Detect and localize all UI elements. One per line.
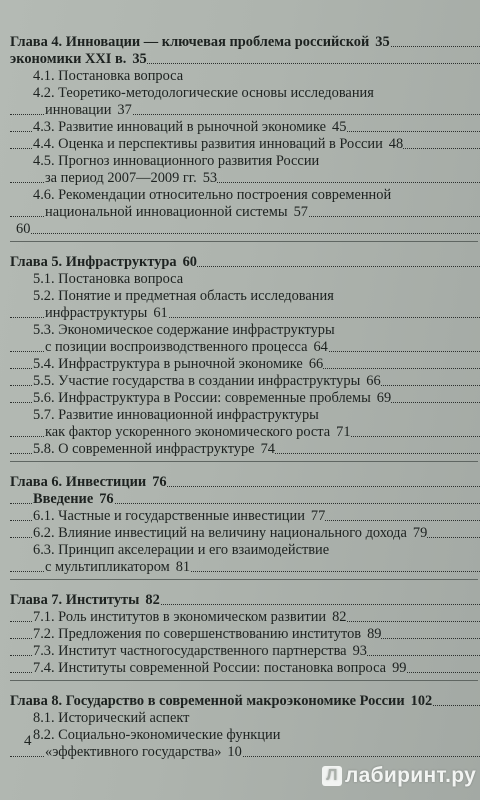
toc-entry-text: 4.3. Развитие инноваций в рыночной экономике	[33, 119, 329, 135]
chapter-divider	[10, 579, 478, 580]
toc-chapter	[10, 474, 480, 580]
toc-entry-text: 5.5. Участие государства в создании инфраструктуры	[33, 373, 363, 389]
labirint-logo-icon: Л	[322, 766, 342, 786]
toc-page-number: 10	[224, 744, 241, 760]
section-line	[10, 356, 480, 373]
toc-chapter	[10, 254, 480, 462]
section-line	[10, 491, 480, 508]
section-line	[10, 407, 480, 424]
toc-page-number: 76	[96, 491, 113, 507]
section-line	[10, 204, 480, 221]
chapter-divider	[10, 461, 478, 462]
toc-page-number: 35	[372, 34, 389, 50]
section-line	[10, 339, 480, 356]
toc-entry-text: инновации	[45, 102, 114, 118]
toc-entry-text: 7.4. Институты современной России: постановка вопроса	[33, 660, 389, 676]
toc-page-number: 76	[149, 474, 166, 490]
toc-chapter	[10, 34, 480, 242]
section-line	[10, 525, 480, 542]
section-line	[10, 727, 480, 744]
toc-entry-text: Глава 8. Государство в современной макроэкономике России	[10, 693, 408, 709]
section-line	[10, 170, 480, 187]
section-line	[10, 305, 480, 322]
toc-entry-text: 5.6. Инфраструктура в России: современные проблемы	[33, 390, 374, 406]
chapter-title-line	[10, 474, 480, 491]
toc-entry-text: 7.1. Роль институтов в экономическом развитии	[33, 609, 329, 625]
toc-chapter	[10, 693, 480, 761]
toc-page-number: 79	[410, 525, 427, 541]
section-line	[10, 660, 480, 677]
toc-entry-text: 5.7. Развитие инновационной инфраструктуры	[33, 407, 322, 423]
toc-entry-text: Глава 4. Инновации — ключевая проблема российской	[10, 34, 372, 50]
toc-page-number: 64	[310, 339, 327, 355]
section-line	[10, 424, 480, 441]
section-line	[10, 271, 480, 288]
toc-page-number: 66	[306, 356, 323, 372]
chapter-divider	[10, 241, 478, 242]
toc-page-number: 102	[408, 693, 433, 709]
toc-page-number: 57	[291, 204, 308, 220]
chapter-title-line	[10, 254, 480, 271]
section-line	[10, 288, 480, 305]
toc-page-number: 99	[389, 660, 406, 676]
toc-entry-text: 5.3. Экономическое содержание инфраструктуры	[33, 322, 338, 338]
toc-page-number: 35	[129, 51, 146, 67]
section-line	[10, 187, 480, 204]
toc-chapter	[10, 592, 480, 681]
chapter-title-line	[10, 51, 480, 68]
section-line	[10, 373, 480, 390]
section-line	[10, 643, 480, 660]
chapter-title-line	[10, 592, 480, 609]
watermark-logo	[322, 764, 476, 788]
toc-page-number: 48	[386, 136, 403, 152]
toc-entry-text: 6.2. Влияние инвестиций на величину национального дохода	[33, 525, 410, 541]
section-line	[10, 119, 480, 136]
section-line	[10, 102, 480, 119]
toc-entry-text: 7.3. Институт частногосударственного партнерства	[33, 643, 350, 659]
toc-page-number: 60	[13, 221, 30, 237]
section-line	[10, 136, 480, 153]
toc-entry-text: с мультипликатором	[45, 559, 173, 575]
section-line	[10, 609, 480, 626]
chapter-title-line	[10, 34, 480, 51]
toc-entry-text: за период 2007—2009 гг.	[45, 170, 200, 186]
section-line	[10, 710, 480, 727]
toc-entry-text: Введение	[33, 491, 96, 507]
toc-page-number: 53	[200, 170, 217, 186]
section-line	[10, 221, 480, 238]
toc-entry-text: 5.4. Инфраструктура в рыночной экономике	[33, 356, 306, 372]
toc-page-number: 66	[363, 373, 380, 389]
toc-entry-text: 7.2. Предложения по совершенствованию институтов	[33, 626, 364, 642]
toc-entry-text: Глава 5. Инфраструктура	[10, 254, 180, 270]
section-line	[10, 441, 480, 458]
toc-page-number: 93	[350, 643, 367, 659]
toc-entry-text: 8.2. Социально-экономические функции	[33, 727, 283, 743]
page-number: 4	[24, 733, 32, 749]
toc-entry-text: «эффективного государства»	[45, 744, 224, 760]
toc-entry-text: 6.1. Частные и государственные инвестиции	[33, 508, 308, 524]
section-line	[10, 68, 480, 85]
section-line	[10, 85, 480, 102]
toc-entry-text: 5.2. Понятие и предметная область исследования	[33, 288, 337, 304]
toc-entry-text: Глава 6. Инвестиции	[10, 474, 149, 490]
toc-page-number: 61	[150, 305, 167, 321]
toc-page-number: 89	[364, 626, 381, 642]
toc-entry-text: 4.2. Теоретико-методологические основы исследования	[33, 85, 377, 101]
dot-leader	[10, 233, 480, 234]
section-line	[10, 153, 480, 170]
toc-entry-text: с позиции воспроизводственного процесса	[45, 339, 310, 355]
toc-page-number: 71	[333, 424, 350, 440]
table-of-contents	[10, 34, 480, 761]
watermark-text: лабиринт.ру	[345, 764, 477, 787]
toc-page-number: 60	[180, 254, 197, 270]
section-line	[10, 744, 480, 761]
toc-page-number: 74	[258, 441, 275, 457]
toc-entry-text: инфраструктуры	[45, 305, 150, 321]
toc-entry-text: 5.1. Постановка вопроса	[33, 271, 186, 287]
toc-entry-text: 4.6. Рекомендации относительно построения современной	[33, 187, 394, 203]
toc-page-number: 45	[329, 119, 346, 135]
chapter-title-line	[10, 693, 480, 710]
toc-entry-text: Глава 7. Институты	[10, 592, 142, 608]
toc-entry-text: 4.1. Постановка вопроса	[33, 68, 186, 84]
toc-entry-text: 8.1. Исторический аспект	[33, 710, 192, 726]
toc-page-number: 82	[329, 609, 346, 625]
section-line	[10, 390, 480, 407]
toc-page-number: 77	[308, 508, 325, 524]
toc-page-number: 81	[173, 559, 190, 575]
section-line	[10, 542, 480, 559]
section-line	[10, 559, 480, 576]
section-line	[10, 322, 480, 339]
toc-page-number: 37	[114, 102, 131, 118]
toc-entry-text: экономики XXI в.	[10, 51, 129, 67]
toc-page-number: 69	[374, 390, 391, 406]
toc-entry-text: 6.3. Принцип акселерации и его взаимодействие	[33, 542, 332, 558]
toc-entry-text: национальной инновационной системы	[45, 204, 291, 220]
chapter-divider	[10, 680, 478, 681]
section-line	[10, 626, 480, 643]
toc-entry-text: 5.8. О современной инфраструктуре	[33, 441, 258, 457]
toc-entry-text: 4.4. Оценка и перспективы развития инноваций в России	[33, 136, 386, 152]
toc-page-number: 82	[142, 592, 159, 608]
section-line	[10, 508, 480, 525]
toc-entry-text: как фактор ускоренного экономического роста	[45, 424, 333, 440]
toc-entry-text: 4.5. Прогноз инновационного развития России	[33, 153, 322, 169]
